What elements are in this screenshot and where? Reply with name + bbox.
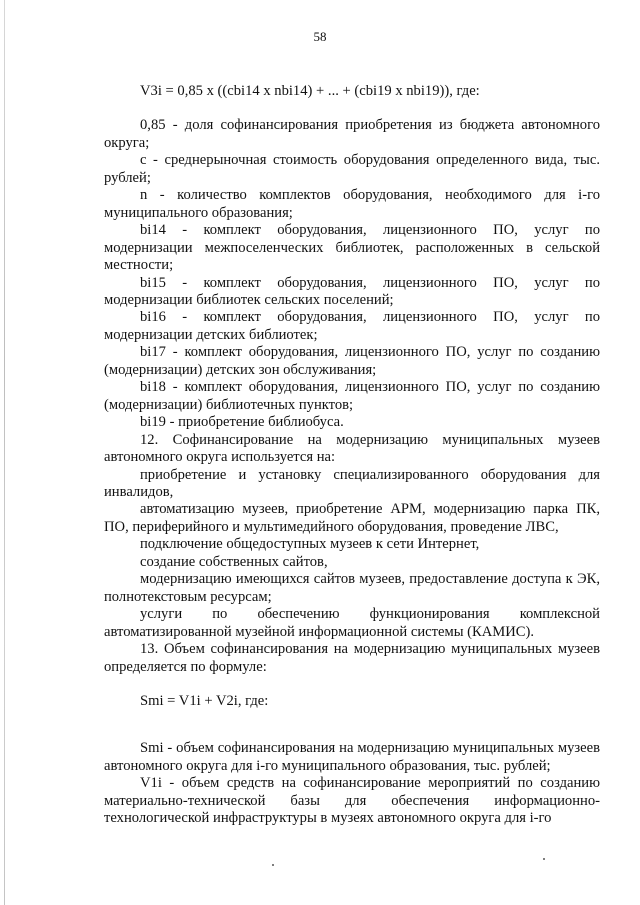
definition-coefficient: 0,85 - доля софинансирования приобретения из бюджета автономного округа; (104, 117, 600, 151)
page-number: 58 (313, 29, 327, 44)
formula-v3i: V3i = 0,85 x ((cbi14 x nbi14) + ... + (cbi19 x nbi19)), где: (140, 83, 480, 99)
definition-v1i: V1i - объем средств на софинансирование мероприятий по созданию материально-технической базы для обеспечения информационно-технологической инфраструктуры в музеях автономного округа для i-го (104, 775, 600, 827)
definition-bi18: bi18 - комплект оборудования, лицензионного ПО, услуг по созданию (модернизации) библиотечных пунктов; (104, 379, 600, 413)
clause-12-item-2: автоматизацию музеев, приобретение АРМ, модернизацию парка ПК, ПО, периферийного и мультимедийного оборудования, проведение ЛВС, (104, 501, 600, 535)
clause-12-item-6: услуги по обеспечению функционирования комплексной автоматизированной музейной информационной системы (КАМИС). (104, 606, 600, 640)
definition-smi: Smi - объем софинансирования на модернизацию муниципальных музеев автономного округа для i-го муниципального образования, тыс. рублей; (104, 740, 600, 774)
definition-c: с - среднерыночная стоимость оборудования определенного вида, тыс. рублей; (104, 152, 600, 186)
definition-bi16: bi16 - комплект оборудования, лицензионного ПО, услуг по модернизации детских библиотек; (104, 309, 600, 343)
definition-bi17: bi17 - комплект оборудования, лицензионного ПО, услуг по созданию (модернизации) детских зон обслуживания; (104, 344, 600, 378)
definition-bi19: bi19 - приобретение библиобуса. (140, 414, 344, 431)
formula-smi: Smi = V1i + V2i, где: (140, 692, 269, 709)
clause-13: 13. Объем софинансирования на модернизацию муниципальных музеев определяется по формуле: (104, 641, 600, 675)
clause-12-item-5: модернизацию имеющихся сайтов музеев, предоставление доступа к ЭК, полнотекстовым ресурсам; (104, 571, 600, 605)
scan-speck (543, 858, 545, 860)
clause-12: 12. Софинансирование на модернизацию муниципальных музеев автономного округа используется на: (104, 431, 600, 466)
definition-bi15: bi15 - комплект оборудования, лицензионного ПО, услуг по модернизации библиотек сельских поселений; (104, 274, 600, 308)
definition-n: n - количество комплектов оборудования, необходимого для i-го муниципального образования; (104, 187, 600, 221)
clause-12-item-4: создание собственных сайтов, (140, 553, 328, 570)
document-body (104, 83, 600, 828)
clause-12-item-3: подключение общедоступных музеев к сети Интернет, (140, 536, 480, 553)
clause-12-item-1: приобретение и установку специализированного оборудования для инвалидов, (104, 466, 600, 500)
definition-bi14: bi14 - комплект оборудования, лицензионного ПО, услуг по модернизации межпоселенческих библиотек, расположенных в сельской местности; (104, 222, 600, 274)
scan-speck (272, 864, 274, 866)
scan-edge (4, 0, 5, 905)
